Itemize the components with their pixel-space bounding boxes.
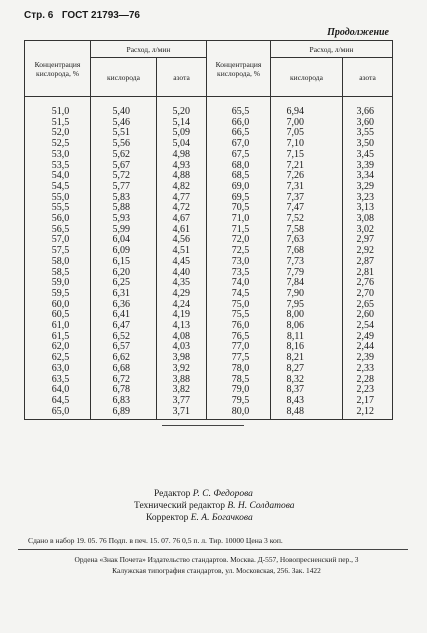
table-row (25, 300, 393, 311)
publisher-line: Ордена «Знак Почета» Издательство стандартов. Москва. Д-557, Новопресненский пер., 3 (74, 555, 359, 564)
cell-concentration-2: 76,5 (207, 332, 271, 343)
printer-line: Калужская типография стандартов, ул. Московская, 256. Зак. 1422 (112, 566, 321, 575)
cell-concentration-2: 66,5 (207, 128, 271, 139)
cell-oxygen: 6,25 (91, 278, 157, 289)
header-concentration: Концентрация кислорода, % (25, 41, 91, 97)
cell-nitrogen-2: 2,87 (343, 257, 393, 268)
cell-concentration-2: 73,5 (207, 268, 271, 279)
cell-concentration: 54,0 (25, 171, 91, 182)
cell-nitrogen-2: 2,49 (343, 332, 393, 343)
cell-oxygen: 5,93 (91, 214, 157, 225)
cell-concentration-2: 71,0 (207, 214, 271, 225)
cell-nitrogen: 3,82 (157, 385, 207, 396)
table-row (25, 246, 393, 257)
table-row (25, 128, 393, 139)
cell-concentration-2: 70,5 (207, 203, 271, 214)
cell-nitrogen-2: 3,60 (343, 118, 393, 129)
cell-oxygen-2: 7,63 (271, 235, 343, 246)
cell-oxygen: 6,57 (91, 342, 157, 353)
cell-concentration-2: 68,5 (207, 171, 271, 182)
cell-nitrogen: 4,61 (157, 225, 207, 236)
cell-oxygen-2: 8,37 (271, 385, 343, 396)
cell-oxygen-2: 7,47 (271, 203, 343, 214)
cell-oxygen-2: 7,52 (271, 214, 343, 225)
cell-nitrogen: 3,88 (157, 375, 207, 386)
cell-concentration-2: 67,5 (207, 150, 271, 161)
imprint-divider (18, 549, 408, 550)
cell-nitrogen: 4,82 (157, 182, 207, 193)
cell-concentration-2: 80,0 (207, 407, 271, 420)
cell-nitrogen-2: 3,29 (343, 182, 393, 193)
table-row (25, 161, 393, 172)
cell-nitrogen-2: 3,08 (343, 214, 393, 225)
table-row (25, 118, 393, 129)
header-flow: Расход, л/мин (91, 41, 207, 58)
cell-concentration-2: 75,5 (207, 310, 271, 321)
cell-concentration: 64,0 (25, 385, 91, 396)
cell-concentration: 60,5 (25, 310, 91, 321)
editor-name: Р. С. Федорова (192, 489, 253, 499)
cell-concentration: 55,5 (25, 203, 91, 214)
cell-nitrogen: 4,08 (157, 332, 207, 343)
table-row (25, 150, 393, 161)
cell-oxygen: 6,72 (91, 375, 157, 386)
cell-nitrogen-2: 2,60 (343, 310, 393, 321)
cell-nitrogen: 4,51 (157, 246, 207, 257)
credits-block (134, 488, 394, 524)
cell-nitrogen: 4,72 (157, 203, 207, 214)
cell-nitrogen-2: 3,45 (343, 150, 393, 161)
cell-oxygen-2: 7,84 (271, 278, 343, 289)
header-nitrogen-2: азота (343, 58, 393, 97)
cell-nitrogen-2: 2,65 (343, 300, 393, 311)
cell-oxygen-2: 7,90 (271, 289, 343, 300)
flow-rate-table (24, 40, 393, 420)
cell-concentration: 64,5 (25, 396, 91, 407)
cell-oxygen: 6,41 (91, 310, 157, 321)
table-row (25, 225, 393, 236)
cell-oxygen: 6,68 (91, 364, 157, 375)
cell-concentration: 62,0 (25, 342, 91, 353)
cell-concentration: 51,0 (25, 97, 91, 118)
cell-nitrogen-2: 3,66 (343, 97, 393, 118)
cell-concentration-2: 74,0 (207, 278, 271, 289)
cell-nitrogen-2: 2,44 (343, 342, 393, 353)
cell-oxygen-2: 7,79 (271, 268, 343, 279)
cell-concentration: 51,5 (25, 118, 91, 129)
cell-oxygen: 5,56 (91, 139, 157, 150)
header-flow-2: Расход, л/мин (271, 41, 393, 58)
cell-nitrogen-2: 2,23 (343, 385, 393, 396)
cell-oxygen-2: 8,21 (271, 353, 343, 364)
table-row (25, 375, 393, 386)
cell-nitrogen: 5,14 (157, 118, 207, 129)
table-row (25, 171, 393, 182)
cell-concentration: 57,5 (25, 246, 91, 257)
cell-nitrogen-2: 3,34 (343, 171, 393, 182)
cell-oxygen: 5,77 (91, 182, 157, 193)
cell-nitrogen: 4,93 (157, 161, 207, 172)
continuation-label: Продолжение (327, 27, 389, 38)
cell-oxygen: 6,52 (91, 332, 157, 343)
cell-nitrogen-2: 2,97 (343, 235, 393, 246)
cell-concentration: 59,5 (25, 289, 91, 300)
cell-oxygen: 6,09 (91, 246, 157, 257)
cell-oxygen: 5,67 (91, 161, 157, 172)
cell-oxygen-2: 7,05 (271, 128, 343, 139)
cell-concentration: 61,0 (25, 321, 91, 332)
cell-oxygen-2: 8,06 (271, 321, 343, 332)
cell-nitrogen-2: 3,55 (343, 128, 393, 139)
cell-concentration-2: 65,5 (207, 97, 271, 118)
cell-oxygen: 5,62 (91, 150, 157, 161)
corrector-name: Е. А. Богачкова (190, 513, 253, 523)
cell-nitrogen-2: 3,39 (343, 161, 393, 172)
cell-concentration-2: 69,0 (207, 182, 271, 193)
page-number: Стр. 6 (24, 10, 54, 21)
cell-concentration: 53,5 (25, 161, 91, 172)
cell-oxygen-2: 8,32 (271, 375, 343, 386)
cell-concentration-2: 72,0 (207, 235, 271, 246)
cell-oxygen: 5,72 (91, 171, 157, 182)
table-row (25, 278, 393, 289)
cell-oxygen-2: 7,21 (271, 161, 343, 172)
cell-concentration: 53,0 (25, 150, 91, 161)
cell-oxygen-2: 7,26 (271, 171, 343, 182)
cell-concentration-2: 77,0 (207, 342, 271, 353)
cell-concentration-2: 69,5 (207, 193, 271, 204)
cell-nitrogen: 5,09 (157, 128, 207, 139)
cell-oxygen-2: 7,00 (271, 118, 343, 129)
cell-concentration: 58,5 (25, 268, 91, 279)
cell-concentration: 62,5 (25, 353, 91, 364)
table-row (25, 257, 393, 268)
cell-oxygen-2: 7,68 (271, 246, 343, 257)
table-row (25, 193, 393, 204)
table-row (25, 214, 393, 225)
table-row (25, 97, 393, 118)
cell-nitrogen-2: 2,81 (343, 268, 393, 279)
cell-oxygen-2: 8,48 (271, 407, 343, 420)
cell-nitrogen-2: 3,13 (343, 203, 393, 214)
table-body (25, 97, 393, 420)
cell-oxygen-2: 8,00 (271, 310, 343, 321)
cell-oxygen-2: 7,10 (271, 139, 343, 150)
cell-oxygen-2: 7,15 (271, 150, 343, 161)
corrector-line (134, 512, 394, 524)
table-row (25, 235, 393, 246)
cell-oxygen-2: 7,31 (271, 182, 343, 193)
cell-nitrogen-2: 3,02 (343, 225, 393, 236)
cell-oxygen: 5,83 (91, 193, 157, 204)
cell-oxygen-2: 7,73 (271, 257, 343, 268)
cell-nitrogen-2: 2,54 (343, 321, 393, 332)
cell-concentration-2: 78,5 (207, 375, 271, 386)
cell-concentration-2: 73,0 (207, 257, 271, 268)
cell-nitrogen: 4,67 (157, 214, 207, 225)
cell-nitrogen-2: 3,23 (343, 193, 393, 204)
cell-concentration: 63,0 (25, 364, 91, 375)
cell-concentration: 63,5 (25, 375, 91, 386)
cell-concentration: 59,0 (25, 278, 91, 289)
cell-nitrogen: 4,35 (157, 278, 207, 289)
cell-concentration-2: 78,0 (207, 364, 271, 375)
cell-oxygen-2: 8,27 (271, 364, 343, 375)
cell-nitrogen: 3,71 (157, 407, 207, 420)
cell-nitrogen: 4,19 (157, 310, 207, 321)
table-row (25, 332, 393, 343)
cell-concentration: 56,5 (25, 225, 91, 236)
table-row (25, 364, 393, 375)
cell-oxygen: 6,78 (91, 385, 157, 396)
editor-label: Редактор (154, 489, 191, 499)
table-row (25, 289, 393, 300)
cell-nitrogen: 4,77 (157, 193, 207, 204)
cell-nitrogen: 5,20 (157, 97, 207, 118)
cell-oxygen-2: 8,16 (271, 342, 343, 353)
cell-oxygen: 6,47 (91, 321, 157, 332)
cell-nitrogen-2: 2,92 (343, 246, 393, 257)
cell-concentration-2: 66,0 (207, 118, 271, 129)
cell-concentration: 65,0 (25, 407, 91, 420)
header-nitrogen: азота (157, 58, 207, 97)
cell-oxygen: 6,83 (91, 396, 157, 407)
cell-nitrogen: 3,98 (157, 353, 207, 364)
cell-nitrogen: 4,24 (157, 300, 207, 311)
table-row (25, 342, 393, 353)
cell-nitrogen-2: 2,39 (343, 353, 393, 364)
divider-line (162, 425, 244, 426)
cell-oxygen: 6,04 (91, 235, 157, 246)
cell-nitrogen: 4,98 (157, 150, 207, 161)
header-oxygen: кислорода (91, 58, 157, 97)
cell-concentration: 55,0 (25, 193, 91, 204)
tech-editor-label: Технический редактор (134, 501, 225, 511)
cell-concentration-2: 72,5 (207, 246, 271, 257)
cell-concentration: 54,5 (25, 182, 91, 193)
cell-concentration-2: 67,0 (207, 139, 271, 150)
cell-oxygen-2: 8,43 (271, 396, 343, 407)
cell-concentration: 61,5 (25, 332, 91, 343)
cell-nitrogen-2: 2,17 (343, 396, 393, 407)
cell-concentration-2: 79,5 (207, 396, 271, 407)
corrector-label: Корректор (146, 513, 189, 523)
cell-nitrogen-2: 2,70 (343, 289, 393, 300)
cell-nitrogen-2: 2,76 (343, 278, 393, 289)
cell-concentration: 52,5 (25, 139, 91, 150)
cell-oxygen: 6,62 (91, 353, 157, 364)
cell-oxygen: 5,99 (91, 225, 157, 236)
cell-concentration: 57,0 (25, 235, 91, 246)
cell-oxygen-2: 7,95 (271, 300, 343, 311)
table-row (25, 139, 393, 150)
cell-nitrogen-2: 2,33 (343, 364, 393, 375)
cell-concentration-2: 71,5 (207, 225, 271, 236)
cell-nitrogen: 4,40 (157, 268, 207, 279)
cell-concentration-2: 75,0 (207, 300, 271, 311)
cell-oxygen: 6,15 (91, 257, 157, 268)
cell-concentration: 56,0 (25, 214, 91, 225)
cell-oxygen-2: 7,37 (271, 193, 343, 204)
cell-nitrogen: 3,92 (157, 364, 207, 375)
cell-oxygen: 6,20 (91, 268, 157, 279)
table-row (25, 385, 393, 396)
standard-code: ГОСТ 21793—76 (61, 10, 140, 21)
header-concentration-2: Концентрация кислорода, % (207, 41, 271, 97)
cell-oxygen: 6,89 (91, 407, 157, 420)
print-details: Сдано в набор 19. 05. 76 Подп. в печ. 15. 07. 76 0,5 п. л. Тир. 10000 Цена 3 коп. (28, 536, 283, 545)
table-row (25, 353, 393, 364)
cell-concentration: 60,0 (25, 300, 91, 311)
cell-nitrogen: 4,56 (157, 235, 207, 246)
cell-concentration-2: 77,5 (207, 353, 271, 364)
cell-nitrogen: 4,29 (157, 289, 207, 300)
cell-oxygen-2: 6,94 (271, 97, 343, 118)
cell-nitrogen: 3,77 (157, 396, 207, 407)
table-row (25, 321, 393, 332)
cell-oxygen: 6,31 (91, 289, 157, 300)
cell-nitrogen-2: 3,50 (343, 139, 393, 150)
header-oxygen-2: кислорода (271, 58, 343, 97)
table-row (25, 396, 393, 407)
page-header (24, 10, 404, 24)
cell-nitrogen: 4,03 (157, 342, 207, 353)
table-row (25, 407, 393, 420)
tech-editor-line (134, 500, 394, 512)
cell-nitrogen-2: 2,28 (343, 375, 393, 386)
cell-concentration-2: 74,5 (207, 289, 271, 300)
table-row (25, 203, 393, 214)
cell-nitrogen: 4,88 (157, 171, 207, 182)
cell-oxygen: 5,46 (91, 118, 157, 129)
editor-line (134, 488, 394, 500)
cell-nitrogen: 4,13 (157, 321, 207, 332)
cell-concentration: 58,0 (25, 257, 91, 268)
cell-oxygen-2: 7,58 (271, 225, 343, 236)
cell-concentration-2: 76,0 (207, 321, 271, 332)
cell-oxygen: 5,51 (91, 128, 157, 139)
table-row (25, 268, 393, 279)
cell-concentration-2: 68,0 (207, 161, 271, 172)
cell-nitrogen: 5,04 (157, 139, 207, 150)
cell-oxygen: 5,88 (91, 203, 157, 214)
table-row (25, 310, 393, 321)
table-row (25, 182, 393, 193)
cell-nitrogen-2: 2,12 (343, 407, 393, 420)
cell-concentration: 52,0 (25, 128, 91, 139)
tech-editor-name: В. Н. Солдатова (227, 501, 295, 511)
cell-concentration-2: 79,0 (207, 385, 271, 396)
cell-oxygen: 6,36 (91, 300, 157, 311)
publisher-block (24, 554, 409, 576)
cell-oxygen-2: 8,11 (271, 332, 343, 343)
cell-nitrogen: 4,45 (157, 257, 207, 268)
cell-oxygen: 5,40 (91, 97, 157, 118)
